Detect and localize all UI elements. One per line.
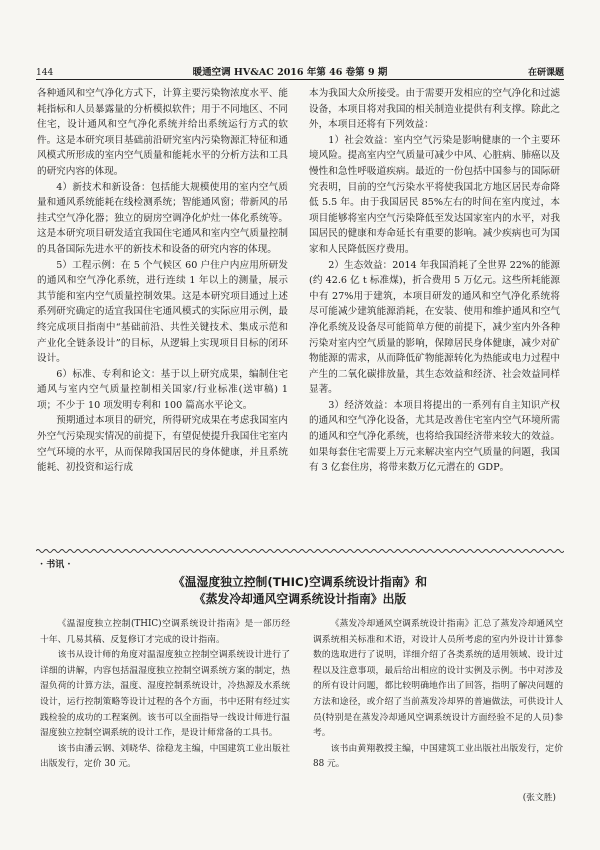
paragraph: 6）标准、专利和论文：基于以上研究成果，编制住宅通风与室内空气质量控制相关国家/行业标准(送审稿) 1 项；不少于 10 项发明专利和 100 篇高水平论文。	[37, 368, 288, 411]
header-rule	[36, 79, 564, 80]
article-left-column	[37, 86, 288, 476]
paragraph: 3）经济效益：本项目将提出的一系列有自主知识产权的通风和空气净化设备，尤其是改善住宅室内空气环境所需的通风和空气净化系统，也将给我国经济带来较大的效益。如果每套住宅需要上万元来解决室内空气质量的问题，我国有 3 亿套住房，将带来数万亿元潜在的 GDP。	[309, 399, 560, 474]
paragraph: 《温湿度独立控制(THIC)空调系统设计指南》是一部历经十年、几易其稿、反复修订才完成的设计指南。	[40, 619, 290, 645]
paragraph: 该书由黄翔教授主编，中国建筑工业出版社出版发行，定价 88 元。	[313, 743, 563, 770]
running-header	[36, 62, 564, 78]
paragraph: 各种通风和空气净化方式下，计算主要污染物浓度水平、能耗指标和人员暴露量的分析模拟软件；用于不同地区、不同住宅，设计通风和空气净化系统并给出系统运行方式的软件。这是本研究项目基础前沿研究室内污染物源汇特征和通风模式所形成的室内空气质量和能耗水平的分析方法和工具的研究内容的体现。	[37, 88, 288, 177]
journal-title: 暖通空调 HV&AC 2016 年第 46 卷第 9 期	[192, 67, 388, 78]
paragraph: 预期通过本项目的研究，所得研究成果在考虑我国室内外空气污染现实情况的前提下，有望促使提升我国住宅室内空气环境的水平，从而保障我国居民的身体健康，并且系统能耗、初投资和运行成	[37, 415, 288, 474]
book-news-tag: · 书讯 ·	[40, 560, 71, 570]
paragraph: 1）社会效益：室内空气污染是影响健康的一个主要环境风险。提高室内空气质量可减少中风、心脏病、肺癌以及慢性和急性呼吸道疾病。最近的一份包括中国参与的国际研究表明，目前的空气污染水平将使我国北方地区居民寿命降低 5.5 年。由于我国居民 85%左右的时间在室内度过，本项目能够将室内空气污染降低至发达国家室内的水平，对我国居民的健康和寿命延长有重要的影响。减少疾病也可为国家和人民降低医疗费用。	[309, 134, 560, 255]
paragraph: 5）工程示例：在 5 个气候区 60 户住户内应用所研发的通风和空气净化系统，进行连续 1 年以上的测量，展示其节能和室内空气质量控制效果。这是本研究项目通过上述系列研究确定的适宜我国住宅通风模式的实际应用示例，最终完成项目指南中“基础前沿、共性关键技术、集成示范和产业化全链条设计”的目标，从逻辑上实现项目目标的闭环设计。	[37, 259, 288, 365]
article-right-column	[309, 86, 560, 476]
paragraph: 4）新技术和新设备：包括能大规模使用的室内空气质量和通风系统能耗在线检测系统；智能通风窗；带新风的吊挂式空气净化器；独立的厨房空调净化炉灶一体化系统等。这是本研究项目研发适宜我国住宅通风和室内空气质量控制的具备国际先进水平的新技术和设备的研究内容的体现。	[37, 181, 288, 255]
section-name: 在研课题	[527, 68, 564, 78]
paragraph: 2）生态效益：2014 年我国消耗了全世界 22%的能源(约 42.6 亿 t 标准煤)，折合费用 5 万亿元。这些所耗能源中有 27%用于建筑，本项目研发的通风和空气净化系统将尽可能减少建筑能源消耗，在安装、使用和维护通风和空气净化系统及设备尽可能简单方便的前提下，减少室内外各种污染对室内空气质量的影响，保障居民身体健康，减少对矿物能源的需求，从而降低矿物能源转化为热能或电力过程中产生的二氧化碳排放量，其生态效益和经济、社会效益同样显著。	[309, 259, 560, 396]
paragraph: 本为我国大众所接受。由于需要开发相应的空气净化和过滤设备，本项目将对我国的相关制造业提供有利支撑。除此之外，本项目还将有下列效益：	[309, 88, 560, 131]
book-right-column	[313, 617, 563, 773]
author-signature: (张文胜)	[522, 793, 556, 803]
section-divider	[36, 548, 564, 554]
page-number: 144	[36, 68, 54, 78]
paragraph: 该书从设计师的角度对温湿度独立控制空调系统设计进行了详细的讲解，内容包括温湿度独立控制空调系统方案的制定，热湿负荷的计算方法，温度、湿度控制系统设计，冷热源及水系统设计，运行控制策略等设计过程的各个方面，书中还附有经过实践检验的成功的工程案例。该书可以全面指导一线设计师进行温湿度独立控制空调系统的设计工作，是设计师常备的工具书。	[40, 650, 290, 739]
title-line: 《温湿度独立控制(THIC)空调系统设计指南》和	[172, 575, 428, 589]
paragraph: 该书由潘云钢、刘晓华、徐稳龙主编，中国建筑工业出版社出版发行，定价 30 元。	[40, 743, 290, 770]
book-announcement-title	[36, 574, 564, 608]
book-left-column	[40, 617, 290, 773]
paragraph: 《蒸发冷却通风空调系统设计指南》汇总了蒸发冷却通风空调系统相关标准和术语，对设计人员所考虑的室内外设计计算参数的选取进行了说明，详细介绍了各类系统的适用领域、设计过程以及注意事项，最后给出相应的设计实例及示例。书中对涉及的所有设计问题，都比较明确地作出了回答，指明了解决问题的方法和途径，或介绍了当前蒸发冷却界的普遍做法，可供设计人员(特别是在蒸发冷却通风空调系统设计方面经验不足的人员)参考。	[313, 619, 563, 739]
title-line: 《蒸发冷却通风空调系统设计指南》出版	[193, 592, 407, 606]
